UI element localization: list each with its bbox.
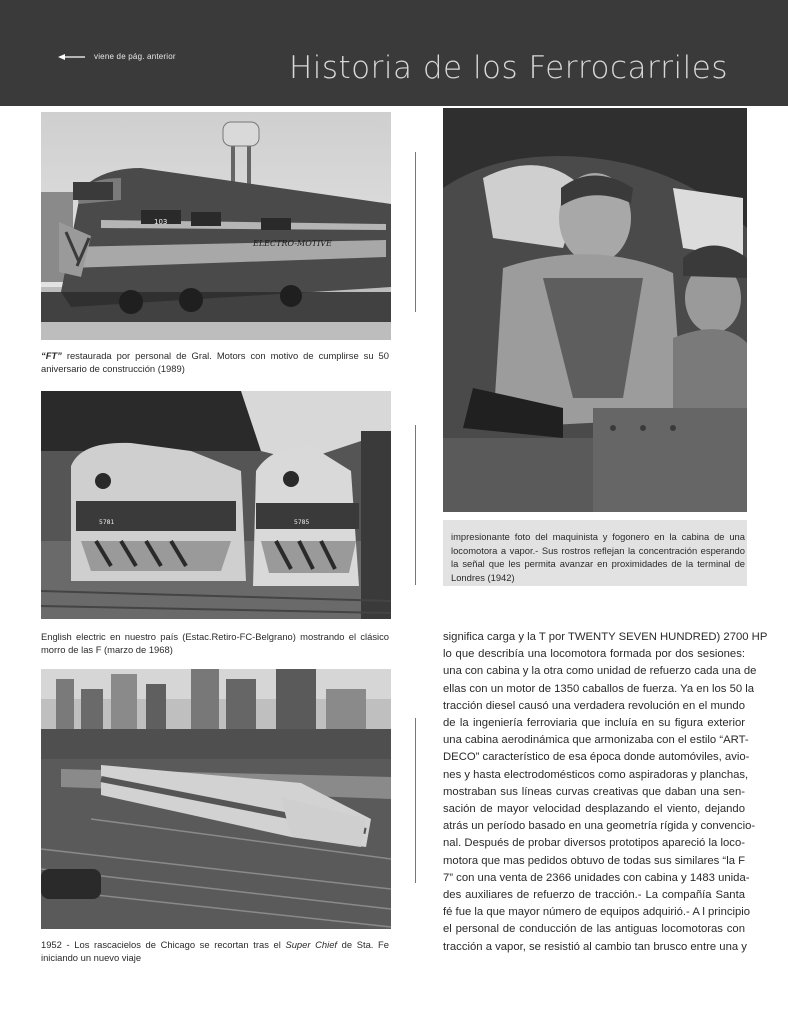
article-line: sación de mayor velocidad desplazando el viento, dejando [443, 803, 745, 816]
article-line: 7” con una venta de 2366 unidades con cabina y 1483 unida- [443, 871, 750, 884]
article-line: mostraban sus líneas curvas creativas que daban una sen- [443, 785, 745, 798]
column-divider [415, 718, 416, 883]
ft-locomotive-photo [41, 112, 391, 340]
article-line: de la ingeniería ferroviaria que incluía en su figura exterior [443, 717, 745, 730]
article-line: DECO” característico de esa época donde automóviles, avio- [443, 751, 750, 764]
article-line: nes y hasta electrodomésticos como aspiradoras y planchas, [443, 768, 749, 781]
article-line: una cabina aerodinámica que armonizaba con el estilo “ART- [443, 734, 749, 747]
article-line: una con cabina y la otra como unidad de refuerzo cada una de [443, 665, 757, 678]
ft-model-name: “FT” [41, 350, 62, 361]
crew-caption-box [443, 520, 747, 586]
previous-page-link[interactable] [58, 52, 176, 61]
ft-locomotive-caption [41, 349, 389, 375]
article-line: nal. Después de probar diversos prototipos apareció la loco- [443, 837, 745, 850]
ft-caption-text: restaurada por personal de Gral. Motors con motivo de cumplirse su 50 aniversario de construcción (1989) [41, 350, 389, 374]
article-line: el personal de conducción de las antiguas locomotoras con [443, 923, 745, 936]
article-line: significa carga y la T por TWENTY SEVEN HUNDRED) 2700 HP [443, 631, 768, 643]
column-divider [415, 152, 416, 312]
english-electric-caption: English electric en nuestro país (Estac.Retiro-FC-Belgrano) mostrando el clásico morro de las F (marzo de 1968) [41, 631, 389, 655]
page-title: Historia de los Ferrocarriles [288, 50, 728, 86]
chicago-caption-end: de Sta. Fe iniciando un nuevo viaje [41, 939, 389, 963]
article-line: lo que describía una locomotora formada por dos sesiones: [443, 648, 745, 661]
article-line: motora que mas pedidos obtuvo de todas sus similares “la F [443, 854, 746, 867]
locomotive-number-left: 5781 [99, 519, 115, 526]
locomotive-side-lettering: ELECTRO-MOTIVE [253, 239, 332, 248]
crew-caption: impresionante foto del maquinista y fogonero en la cabina de una locomotora a vapor.- Sus rostros reflejan la concentración esperando la señal que les permita avanzar en proximidades de la terminal de Londres (1942) [451, 531, 745, 583]
article-line: atrás un período basado en una geometría rígida y convencio- [443, 820, 756, 833]
chicago-caption [41, 938, 389, 964]
english-electric-photo [41, 391, 391, 619]
article-line: tracción diesel causó una verdadera revolución en el mundo [443, 699, 745, 712]
steam-cab-crew-photo [443, 108, 747, 512]
article-line: des auxiliares de refuerzo de tracción.- La compañía Santa [443, 889, 745, 902]
chicago-caption-start: 1952 - Los rascacielos de Chicago se recortan tras el [41, 939, 286, 950]
article-line: fé fue la que mayor número de equipos adquirió.- A l principio [443, 906, 751, 919]
page-header [0, 0, 788, 106]
article-line: tracción a vapor, se resistió al cambio tan brusco entre una y [443, 940, 747, 953]
locomotive-number-right: 5785 [294, 519, 310, 526]
previous-page-label: viene de pág. anterior [94, 52, 176, 61]
super-chief-name: Super Chief [285, 939, 338, 950]
column-divider [415, 425, 416, 585]
article-line: ellas con un motor de 1350 caballos de fuerza. Ya en los 50 la [443, 682, 755, 695]
chicago-super-chief-photo [41, 669, 391, 929]
article-body [443, 629, 768, 956]
locomotive-number-plate: 103 [154, 218, 168, 226]
arrow-left-icon [58, 53, 86, 61]
